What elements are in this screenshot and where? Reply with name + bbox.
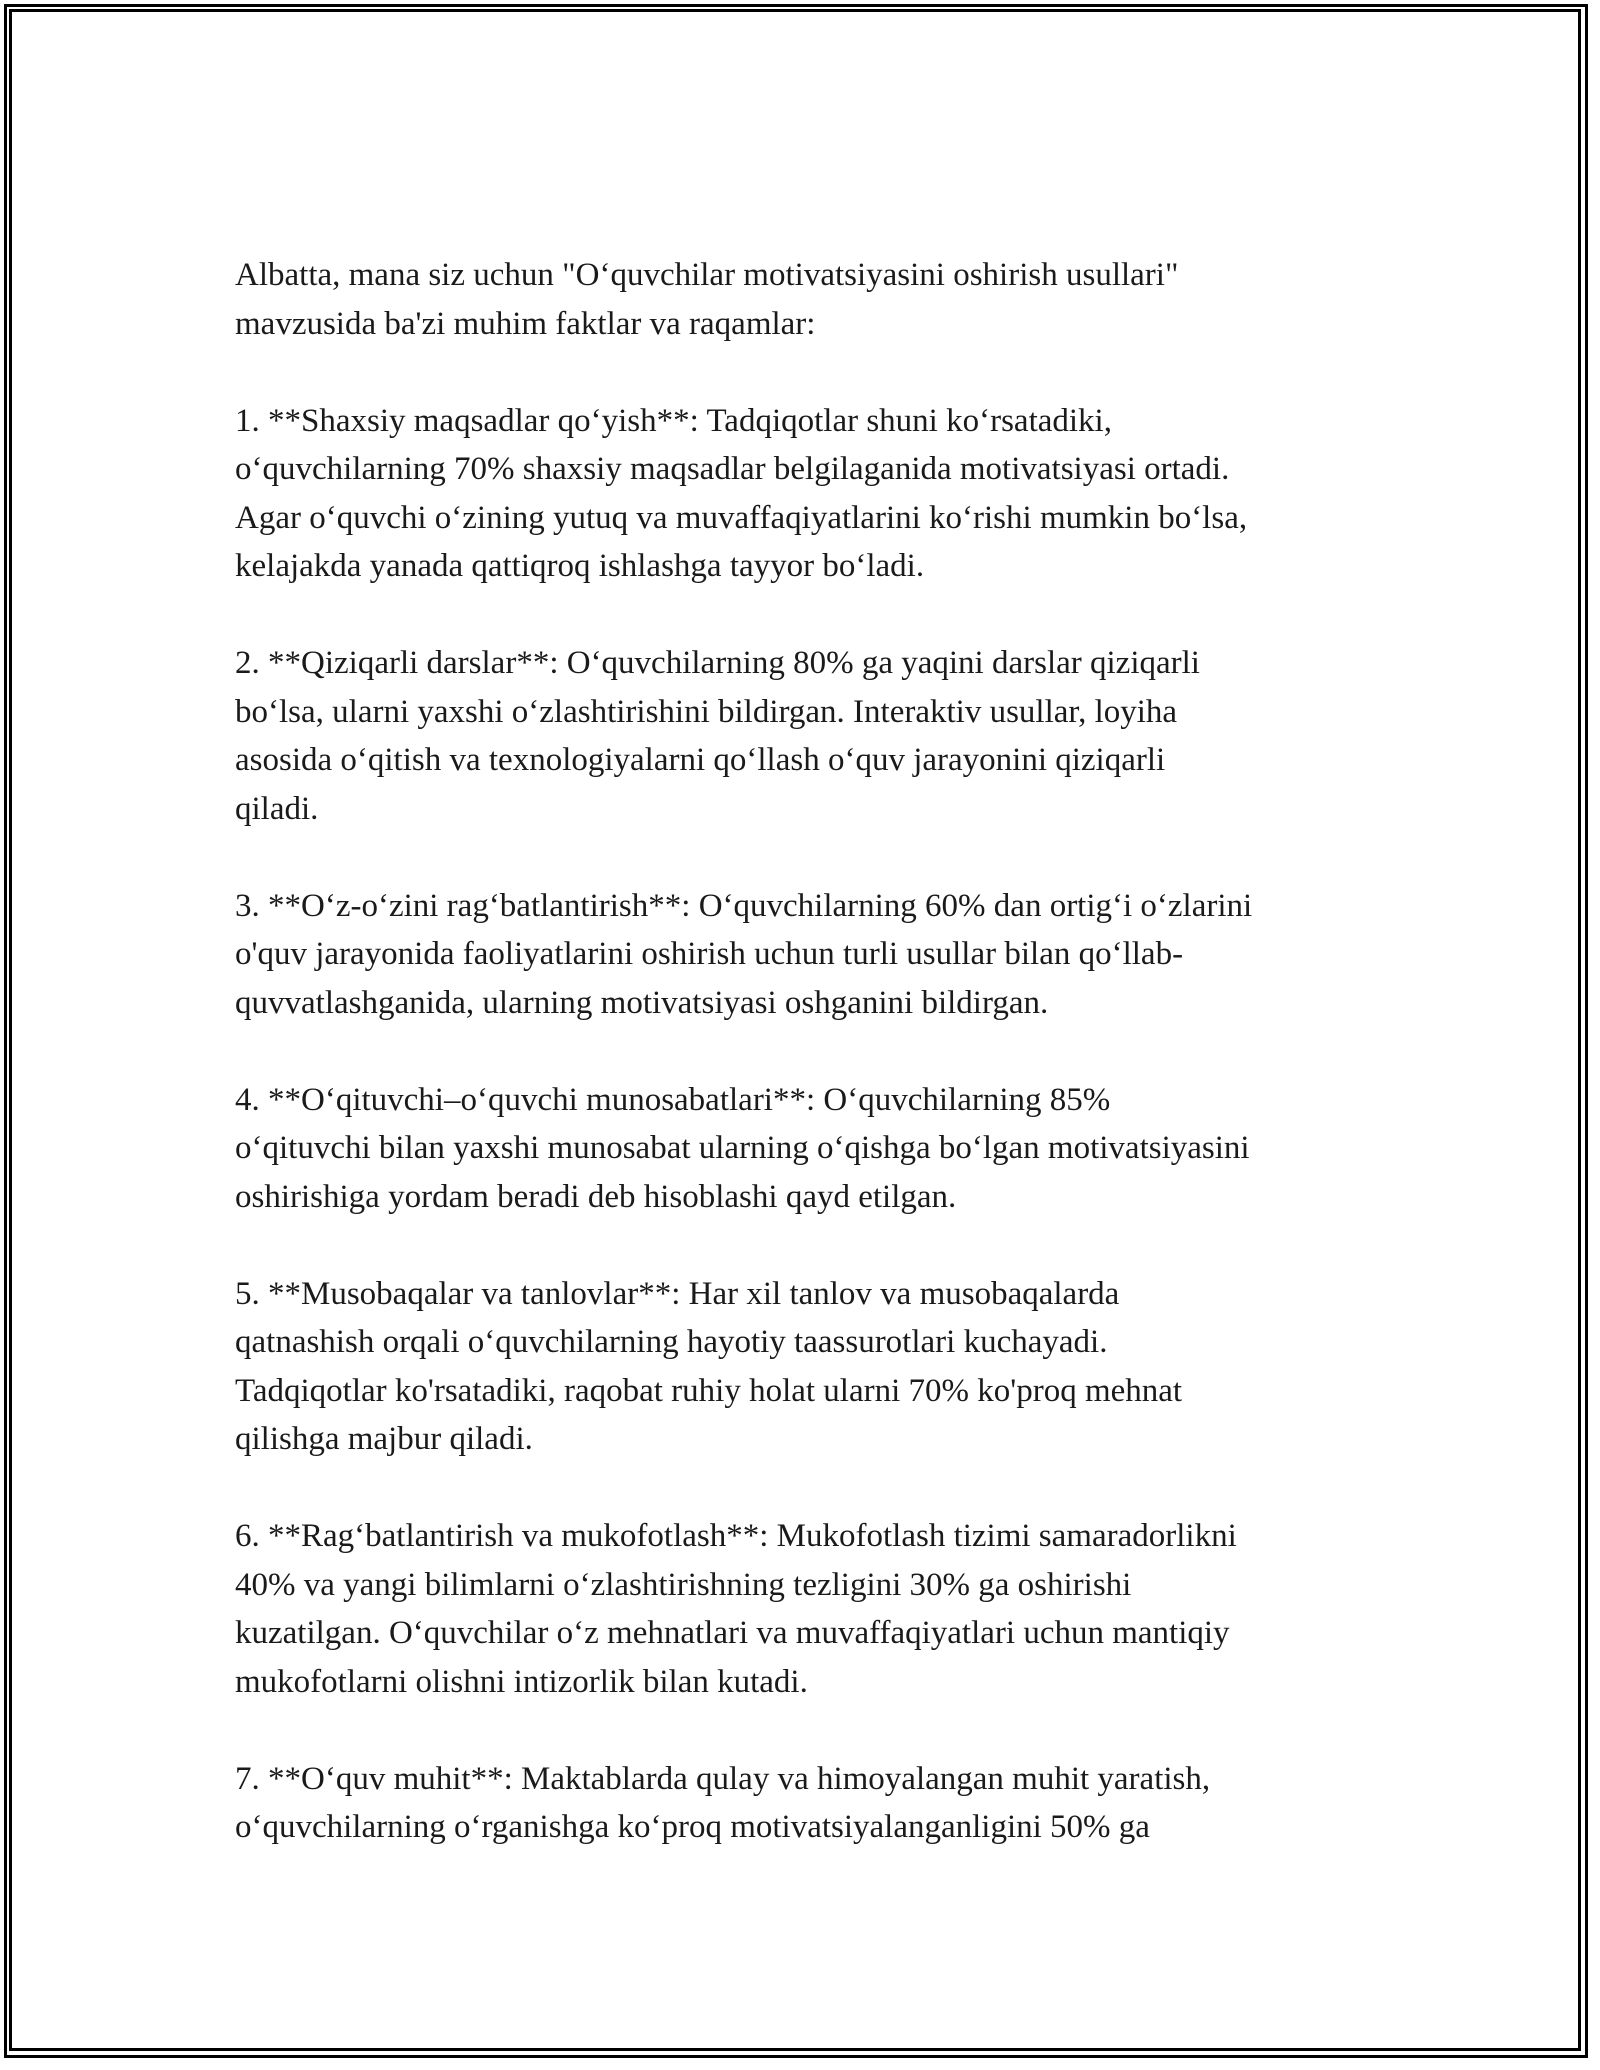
text-line: 5. **Musobaqalar va tanlovlar**: Har xil tanlov va musobaqalarda (235, 1275, 1120, 1312)
document-body (235, 251, 1395, 1852)
text-line: Albatta, mana siz uchun "O‘quvchilar motivatsiyasini oshirish usullari" (235, 257, 1179, 293)
list-item-7 (235, 1755, 1395, 1852)
text-line: 4. **O‘qituvchi–o‘quvchi munosabatlari**: O‘quvchilarning 85% (235, 1081, 1111, 1118)
text-line: mukofotlarni olishni intizorlik bilan kutadi. (235, 1663, 808, 1700)
text-line: o‘qituvchi bilan yaxshi munosabat ularning o‘qishga bo‘lgan motivatsiyasini (235, 1130, 1250, 1166)
text-line: qiladi. (235, 790, 319, 827)
text-line: o‘quvchilarning o‘rganishga ko‘proq motivatsiyalanganligini 50% ga (235, 1809, 1150, 1845)
text-line: kuzatilgan. O‘quvchilar o‘z mehnatlari va muvaffaqiyatlari uchun mantiqiy (235, 1615, 1230, 1651)
text-line: 2. **Qiziqarli darslar**: O‘quvchilarning 80% ga yaqini darslar qiziqarli (235, 645, 1200, 681)
list-item-3 (235, 882, 1395, 1028)
list-item-1 (235, 397, 1395, 591)
text-line: bo‘lsa, ularni yaxshi o‘zlashtirishini bildirgan. Interaktiv usullar, loyiha (235, 693, 1178, 730)
list-item-2 (235, 639, 1395, 833)
text-line: Tadqiqotlar ko'rsatadiki, raqobat ruhiy holat ularni 70% ko'proq mehnat (235, 1372, 1183, 1409)
text-line: mavzusida ba'zi muhim faktlar va raqamlar: (235, 305, 816, 342)
list-item-5 (235, 1270, 1395, 1464)
text-line: 40% va yangi bilimlarni o‘zlashtirishning tezligini 30% ga oshirishi (235, 1566, 1132, 1603)
text-line: 7. **O‘quv muhit**: Maktablarda qulay va himoyalangan muhit yaratish, (235, 1760, 1211, 1797)
text-line: oshirishiga yordam beradi deb hisoblashi qayd etilgan. (235, 1178, 957, 1215)
intro-paragraph (235, 251, 1395, 348)
text-line: qatnashish orqali o‘quvchilarning hayotiy taassurotlari kuchayadi. (235, 1324, 1108, 1360)
text-line: qilishga majbur qiladi. (235, 1421, 533, 1457)
text-line: quvvatlashganida, ularning motivatsiyasi oshganini bildirgan. (235, 984, 1049, 1021)
text-line: Agar o‘quvchi o‘zining yutuq va muvaffaqiyatlarini ko‘rishi mumkin bo‘lsa, (235, 499, 1248, 536)
text-line: 1. **Shaxsiy maqsadlar qo‘yish**: Tadqiqotlar shuni ko‘rsatadiki, (235, 402, 1112, 439)
text-line: 3. **O‘z-o‘zini rag‘batlantirish**: O‘quvchilarning 60% dan ortig‘i o‘zlarini (235, 887, 1253, 924)
text-line: 6. **Rag‘batlantirish va mukofotlash**: Mukofotlash tizimi samaradorlikni (235, 1518, 1237, 1554)
text-line: kelajakda yanada qattiqroq ishlashga tayyor bo‘ladi. (235, 548, 925, 584)
text-line: o‘quvchilarning 70% shaxsiy maqsadlar belgilaganida motivatsiyasi ortadi. (235, 451, 1230, 487)
list-item-6 (235, 1512, 1395, 1706)
list-item-4 (235, 1076, 1395, 1222)
text-line: asosida o‘qitish va texnologiyalarni qo‘llash o‘quv jarayonini qiziqarli (235, 742, 1166, 778)
text-line: o'quv jarayonida faoliyatlarini oshirish uchun turli usullar bilan qo‘llab- (235, 936, 1184, 972)
